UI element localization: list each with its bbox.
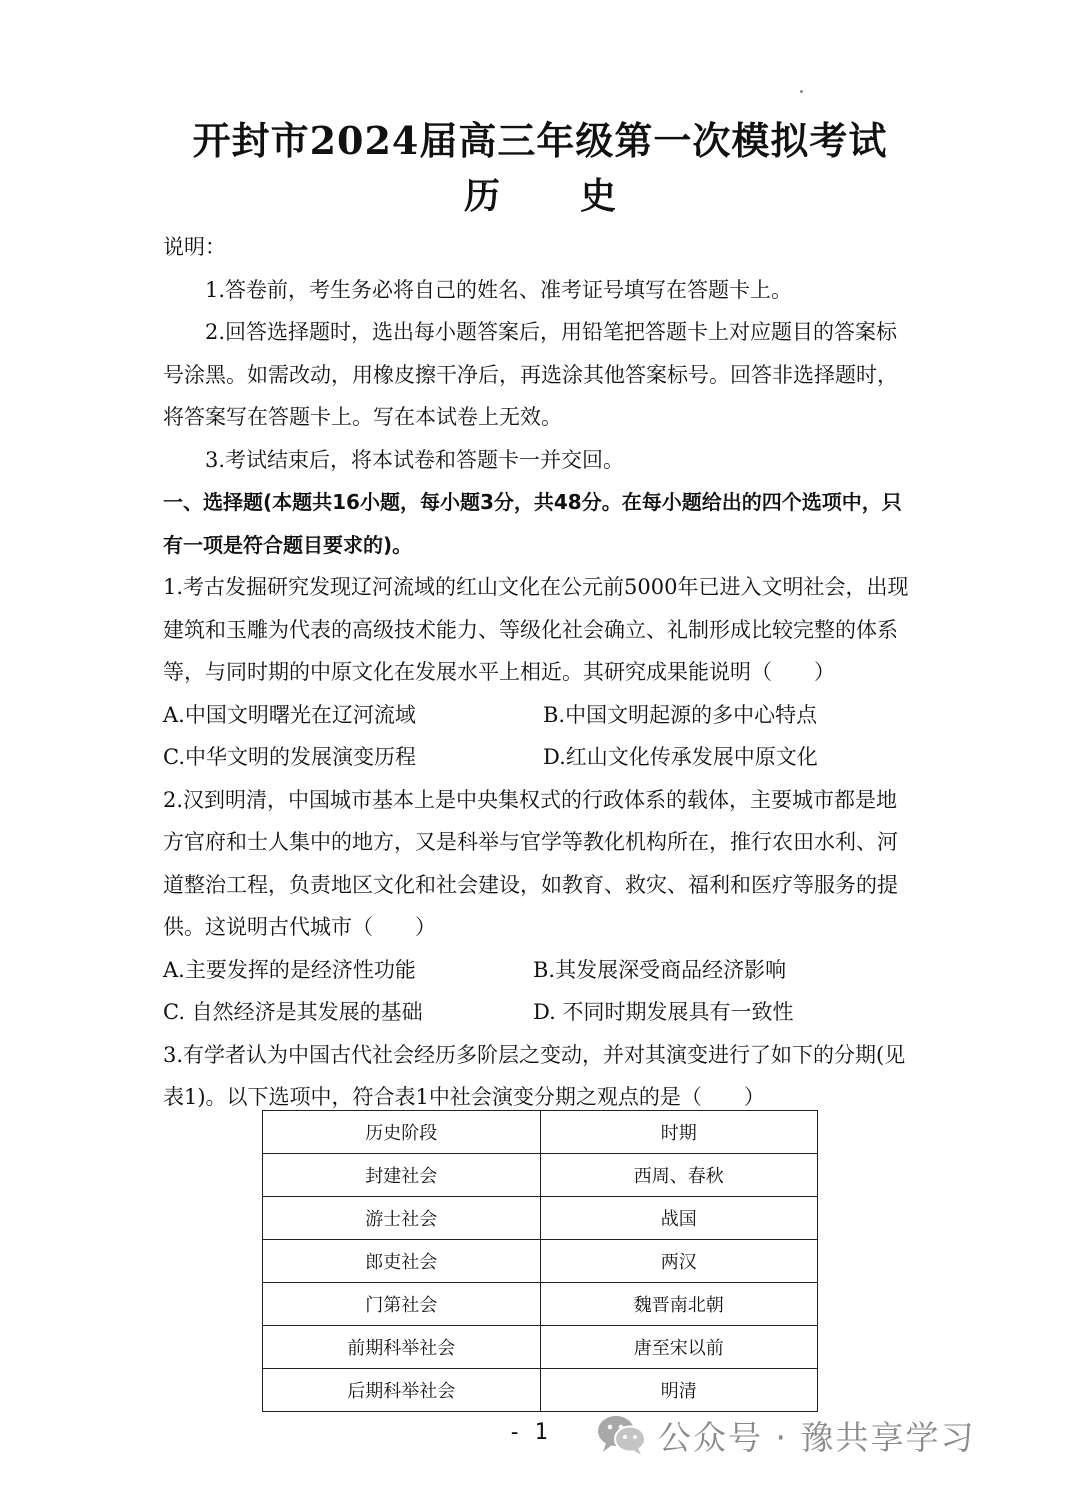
question-1-stem: 1.考古发掘研究发现辽河流域的红山文化在公元前5000年已进入文明社会，出现建筑和玉雕为代表的高级技术能力、等级化社会确立、礼制形成比较完整的体系等，与同时期的中原文化在发展水平上相近。其研究成果能说明（ ） (163, 575, 909, 684)
question-2-options-row-2 (163, 991, 918, 1034)
table-row (263, 1154, 818, 1197)
table-row (263, 1240, 818, 1283)
section-heading: 一、选择题(本题共16小题，每小题3分，共48分。在每小题给出的四个选项中，只有一项是符合题目要求的)。 (163, 490, 902, 557)
question-2-option-a: A.主要发挥的是经济性功能 (163, 957, 416, 982)
table-row (263, 1197, 818, 1240)
table-cell: 唐至宋以前 (540, 1326, 818, 1369)
table-cell: 门第社会 (263, 1283, 541, 1326)
exam-title: 开封市2024届高三年级第一次模拟考试 (192, 118, 888, 163)
question-1-option-b: B.中国文明起源的多中心特点 (543, 702, 818, 727)
table-header-cell: 时期 (540, 1111, 818, 1154)
table-cell: 两汉 (540, 1240, 818, 1283)
table-header-cell: 历史阶段 (263, 1111, 541, 1154)
instruction-2: 2.回答选择题时，选出每小题答案后，用铅笔把答题卡上对应题目的答案标号涂黑。如需改动，用橡皮擦干净后，再选涂其他答案标号。回答非选择题时，将答案写在答题卡上。写在本试卷上无效。 (163, 320, 898, 429)
table-row (263, 1326, 818, 1369)
subject-char-1: 历 (463, 175, 500, 217)
table-cell: 前期科举社会 (263, 1326, 541, 1369)
question-2-option-d: D. 不同时期发展具有一致性 (533, 1000, 794, 1024)
table-row (263, 1283, 818, 1326)
table-cell: 后期科举社会 (263, 1369, 541, 1412)
table-cell: 游士社会 (263, 1197, 541, 1240)
instructions-label: 说明： (163, 235, 226, 259)
watermark (596, 1410, 975, 1460)
table-header-row (263, 1111, 818, 1154)
question-2-options-row-1 (163, 949, 918, 992)
question-1-options-row-2 (163, 736, 918, 779)
wechat-icon (596, 1413, 648, 1457)
subject-char-2: 史 (580, 175, 617, 217)
watermark-text: 公众号 · 豫共享学习 (658, 1417, 976, 1457)
table-cell: 战国 (540, 1197, 818, 1240)
scan-speck (800, 90, 803, 93)
table-cell: 封建社会 (263, 1154, 541, 1197)
question-1-option-c: C.中华文明的发展演变历程 (163, 745, 416, 769)
page-number: - 1 (508, 1420, 548, 1445)
subject-heading (0, 168, 1080, 219)
instruction-1: 1.答卷前，考生务必将自己的姓名、准考证号填写在答题卡上。 (205, 277, 793, 302)
question-1-option-a: A.中国文明曙光在辽河流域 (163, 702, 416, 727)
table-cell: 明清 (540, 1369, 818, 1412)
periodization-table (262, 1110, 818, 1412)
question-2-stem: 2.汉到明清，中国城市基本上是中央集权式的行政体系的载体，主要城市都是地方官府和士人集中的地方，又是科举与官学等教化机构所在，推行农田水利、河道整治工程，负责地区文化和社会建设，如教育、救灾、福利和医疗等服务的提供。这说明古代城市（ ） (163, 787, 898, 939)
exam-body (163, 226, 918, 1119)
instruction-3: 3.考试结束后，将本试卷和答题卡一并交回。 (205, 447, 625, 472)
table-cell: 郎吏社会 (263, 1240, 541, 1283)
question-2-option-b: B.其发展深受商品经济影响 (533, 957, 787, 982)
table-cell: 魏晋南北朝 (540, 1283, 818, 1326)
table-row (263, 1369, 818, 1412)
question-3-stem: 3.有学者认为中国古代社会经历多阶层之变动，并对其演变进行了如下的分期(见表1)。以下选项中，符合表1中社会演变分期之观点的是（ ） (163, 1042, 906, 1109)
question-1-options-row-1 (163, 694, 918, 737)
question-2-option-c: C. 自然经济是其发展的基础 (163, 1000, 423, 1024)
question-1-option-d: D.红山文化传承发展中原文化 (543, 745, 818, 769)
table-cell: 西周、春秋 (540, 1154, 818, 1197)
